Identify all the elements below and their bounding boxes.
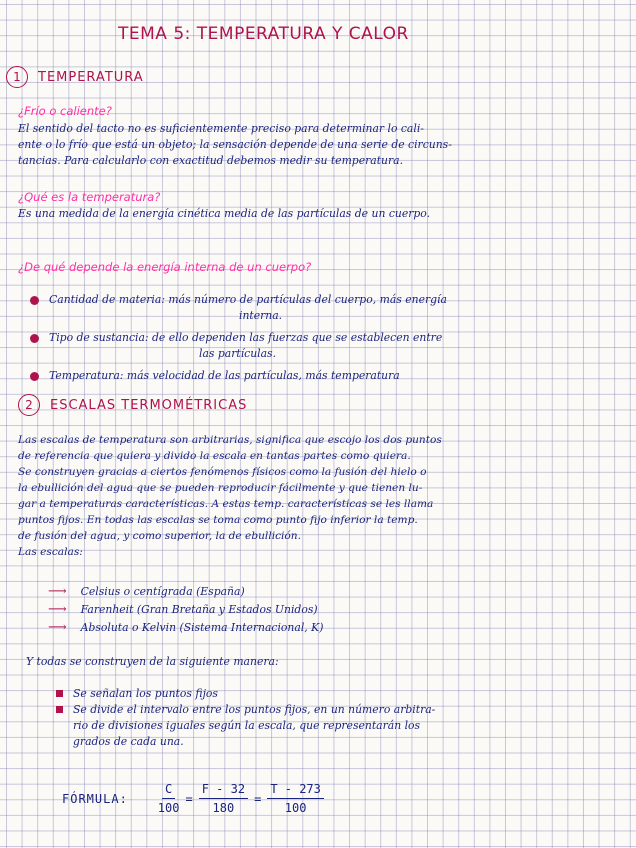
text-line: las partículas. — [199, 347, 277, 360]
text-line: El sentido del tacto no es suficientemente preciso para determinar lo cali- — [18, 122, 424, 135]
bullet-list — [30, 292, 610, 384]
section-title: TEMPERATURA — [38, 69, 144, 85]
text-line: Las escalas: — [18, 546, 83, 558]
page-title: TEMA 5: TEMPERATURA Y CALOR — [118, 24, 409, 44]
question-heading: ¿De qué depende la energía interna de un cuerpo? — [18, 260, 312, 274]
text-line: tancias. Para calcularlo con exactitud debemos medir su temperatura. — [18, 154, 404, 167]
list-item — [56, 686, 616, 702]
celsius-fraction — [158, 782, 180, 815]
list-item — [56, 702, 616, 750]
scale-name: Celsius o centígrada (España) — [80, 585, 245, 598]
fraction-numerator: F - 32 — [199, 782, 248, 799]
paragraph — [26, 654, 606, 670]
list-item — [30, 368, 610, 384]
section-2-heading — [18, 394, 247, 416]
question-heading: ¿Qué es la temperatura? — [18, 190, 161, 204]
kelvin-fraction — [267, 782, 324, 815]
list-item — [30, 292, 610, 324]
list-item — [48, 620, 608, 636]
text-line: Las escalas de temperatura son arbitrarias, significa que escojo los dos puntos — [18, 434, 442, 446]
section-number-badge: 2 — [18, 394, 40, 416]
text-line: Cantidad de materia: más número de partículas del cuerpo, más energía — [49, 293, 447, 306]
arrow-right-icon: ⟶ — [48, 584, 67, 599]
text-line: la ebullición del agua que se pueden reproducir fácilmente y que tienen lu- — [18, 482, 423, 494]
section-title: ESCALAS TERMOMÉTRICAS — [50, 397, 248, 413]
text-line: Temperatura: más velocidad de las partículas, más temperatura — [49, 369, 400, 382]
fraction-denominator: 100 — [157, 801, 180, 815]
scale-name: Farenheit (Gran Bretaña y Estados Unidos) — [80, 603, 318, 616]
text-line: puntos fijos. En todas las escalas se toma como punto fijo inferior la temp. — [18, 514, 418, 526]
text-line: Es una medida de la energía cinética media de las partículas de un cuerpo. — [18, 207, 431, 220]
list-item — [48, 602, 608, 618]
fahrenheit-fraction — [199, 782, 248, 815]
bullet-dot-icon — [30, 296, 39, 305]
text-line: ente o lo frío que está un objeto; la sensación depende de una serie de circuns- — [18, 138, 452, 151]
scales-list — [48, 584, 608, 636]
equals-sign: = — [185, 791, 193, 806]
text-line: grados de cada una. — [73, 735, 184, 748]
bullet-dot-icon — [30, 372, 39, 381]
question-heading: ¿Frío o caliente? — [18, 104, 112, 118]
arrow-right-icon: ⟶ — [48, 620, 67, 635]
section-1-heading — [6, 66, 144, 88]
paragraph — [18, 206, 618, 222]
section-number-badge: 1 — [6, 66, 28, 88]
text-line: gar a temperaturas características. A estas temp. características se les llama — [18, 498, 434, 510]
bullet-dot-icon — [30, 334, 39, 343]
formula-label: FÓRMULA: — [62, 791, 128, 806]
steps-list — [56, 686, 616, 750]
arrow-right-icon: ⟶ — [48, 602, 67, 617]
equals-sign: = — [254, 791, 262, 806]
paragraph — [18, 121, 618, 169]
list-item — [48, 584, 608, 600]
text-line: Tipo de sustancia: de ello dependen las fuerzas que se establecen entre — [49, 331, 443, 344]
fraction-denominator: 100 — [284, 801, 307, 815]
list-item — [30, 330, 610, 362]
temperature-formula — [62, 782, 328, 815]
paragraph — [18, 432, 618, 560]
fraction-numerator: C — [162, 782, 175, 799]
bullet-square-icon — [56, 706, 63, 713]
fraction-numerator: T - 273 — [267, 782, 324, 799]
fraction-denominator: 180 — [212, 801, 235, 815]
text-line: de fusión del agua, y como superior, la de ebullición. — [18, 530, 301, 542]
bullet-square-icon — [56, 690, 63, 697]
text-line: Se divide el intervalo entre los puntos fijos, en un número arbitra- — [73, 703, 436, 716]
text-line: Se señalan los puntos fijos — [73, 687, 218, 700]
text-line: Se construyen gracias a ciertos fenómenos físicos como la fusión del hielo o — [18, 466, 427, 478]
text-line: de referencia que quiera y divido la escala en tantas partes como quiera. — [18, 450, 411, 462]
scale-name: Absoluta o Kelvin (Sistema Internacional, K) — [80, 621, 324, 634]
text-line: interna. — [239, 309, 283, 322]
text-line: rio de divisiones iguales según la escala, que representarán los — [73, 719, 421, 732]
text-line: Y todas se construyen de la siguiente manera: — [26, 655, 279, 668]
